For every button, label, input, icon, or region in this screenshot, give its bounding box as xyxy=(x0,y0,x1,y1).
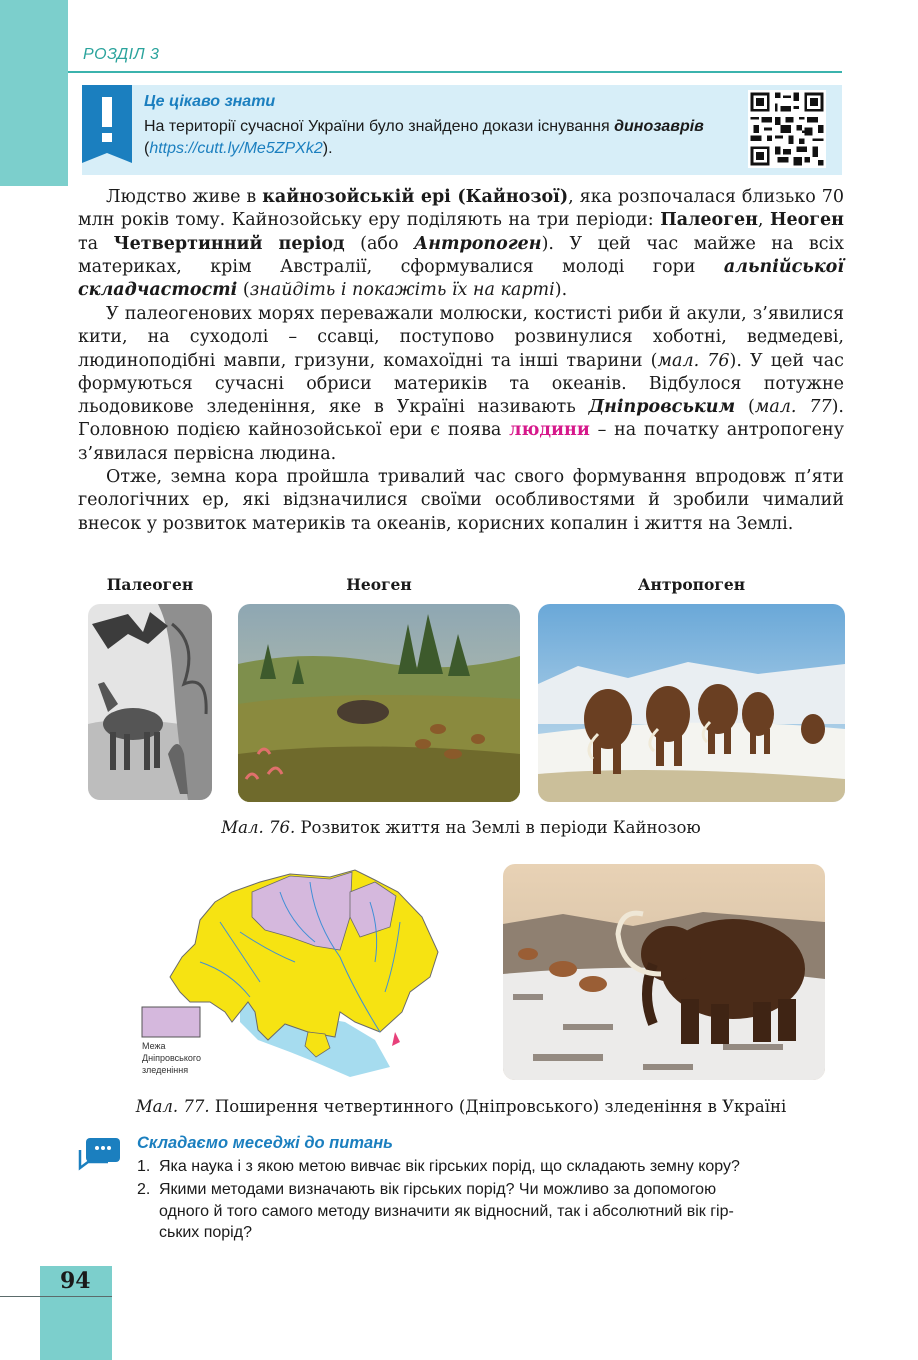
question-1: 1. Яка наука і з якою метою вивчає вік гірських порід, що складають земну кору? xyxy=(137,1158,740,1175)
mammoth-image xyxy=(503,864,825,1080)
info-link[interactable]: https://cutt.ly/Me5ZPXk2 xyxy=(149,140,323,157)
section-divider xyxy=(68,71,842,73)
page-number-rule xyxy=(0,1296,112,1297)
paleogene-image xyxy=(88,604,212,800)
paragraph-3: Отже, земна кора пройшла тривалий час свого формування впродовж п’яти геологічних ер, які відзначилися своїми особливостями й зробили чималий внесок у розвиток материків та океанів, корисних копалин і життя на Землі. xyxy=(78,467,844,534)
figure-76-caption: Мал. 76. Розвиток життя на Землі в періоди Кайнозою xyxy=(221,818,701,837)
page-number: 94 xyxy=(60,1268,91,1294)
anthropogene-image xyxy=(538,604,845,802)
chat-bubble-icon xyxy=(78,1136,122,1172)
section-label: РОЗДІЛ 3 xyxy=(83,46,160,63)
figure-77-caption: Мал. 77. Поширення четвертинного (Дніпровського) зледеніння в Україні xyxy=(135,1097,787,1116)
map-legend-label: Межа Дніпровського зледеніння xyxy=(142,1041,201,1075)
label-neogene: Неоген xyxy=(346,575,412,594)
info-title: Це цікаво знати xyxy=(144,93,276,110)
discussion-title: Складаємо меседжі до питань xyxy=(137,1134,393,1152)
exclamation-icon xyxy=(82,85,132,175)
label-anthropogene: Антропоген xyxy=(637,575,746,594)
left-margin-strip xyxy=(0,0,68,186)
info-bold-term: динозаврів xyxy=(614,118,704,135)
qr-code[interactable] xyxy=(748,90,826,168)
info-text: На території сучасної України було знайдено докази існування динозаврів (https://cutt.ly/Me5ZPXk2). xyxy=(144,118,704,157)
paragraph-2: У палеогенових морях переважали молюски, костисті риби й акули, з’явилися кити, на суходолі – ссавці, поступово розвинулися хоботні, ведмедеві, людиноподібні мавпи, гризуни, комахоїдні та інші тварини (мал. 76). У цей час формуються сучасні обриси материків та океанів. Відбулося потужне льодовикове зледеніння, яке в Україні називають Дніпровським (мал. 77). Головною подією кайнозойської ери є поява людини – на початку антропогену з’явилася первісна людина. xyxy=(78,304,844,464)
question-2: 2. Якими методами визначають вік гірських порід? Чи можливо за допомогою одного й того самого методу визначити як відносний, так і абсолютний вік гір- ських порід? xyxy=(137,1181,734,1241)
highlight-term: людини xyxy=(509,420,590,441)
label-paleogene: Палеоген xyxy=(106,575,194,594)
neogene-image xyxy=(238,604,520,802)
paragraph-1: Людство живе в кайнозойській ері (Кайнозої), яка розпочалася близько 70 млн років тому. Кайнозойську еру поділяють на три періоди: Палеоген, Неоген та Четвертинний період (або Антропоген). У цей час майже на всіх материках, крім Австралії, сформувалися молоді гори альпійської складчастості (знайдіть і покажіть їх на карті). xyxy=(78,187,845,301)
